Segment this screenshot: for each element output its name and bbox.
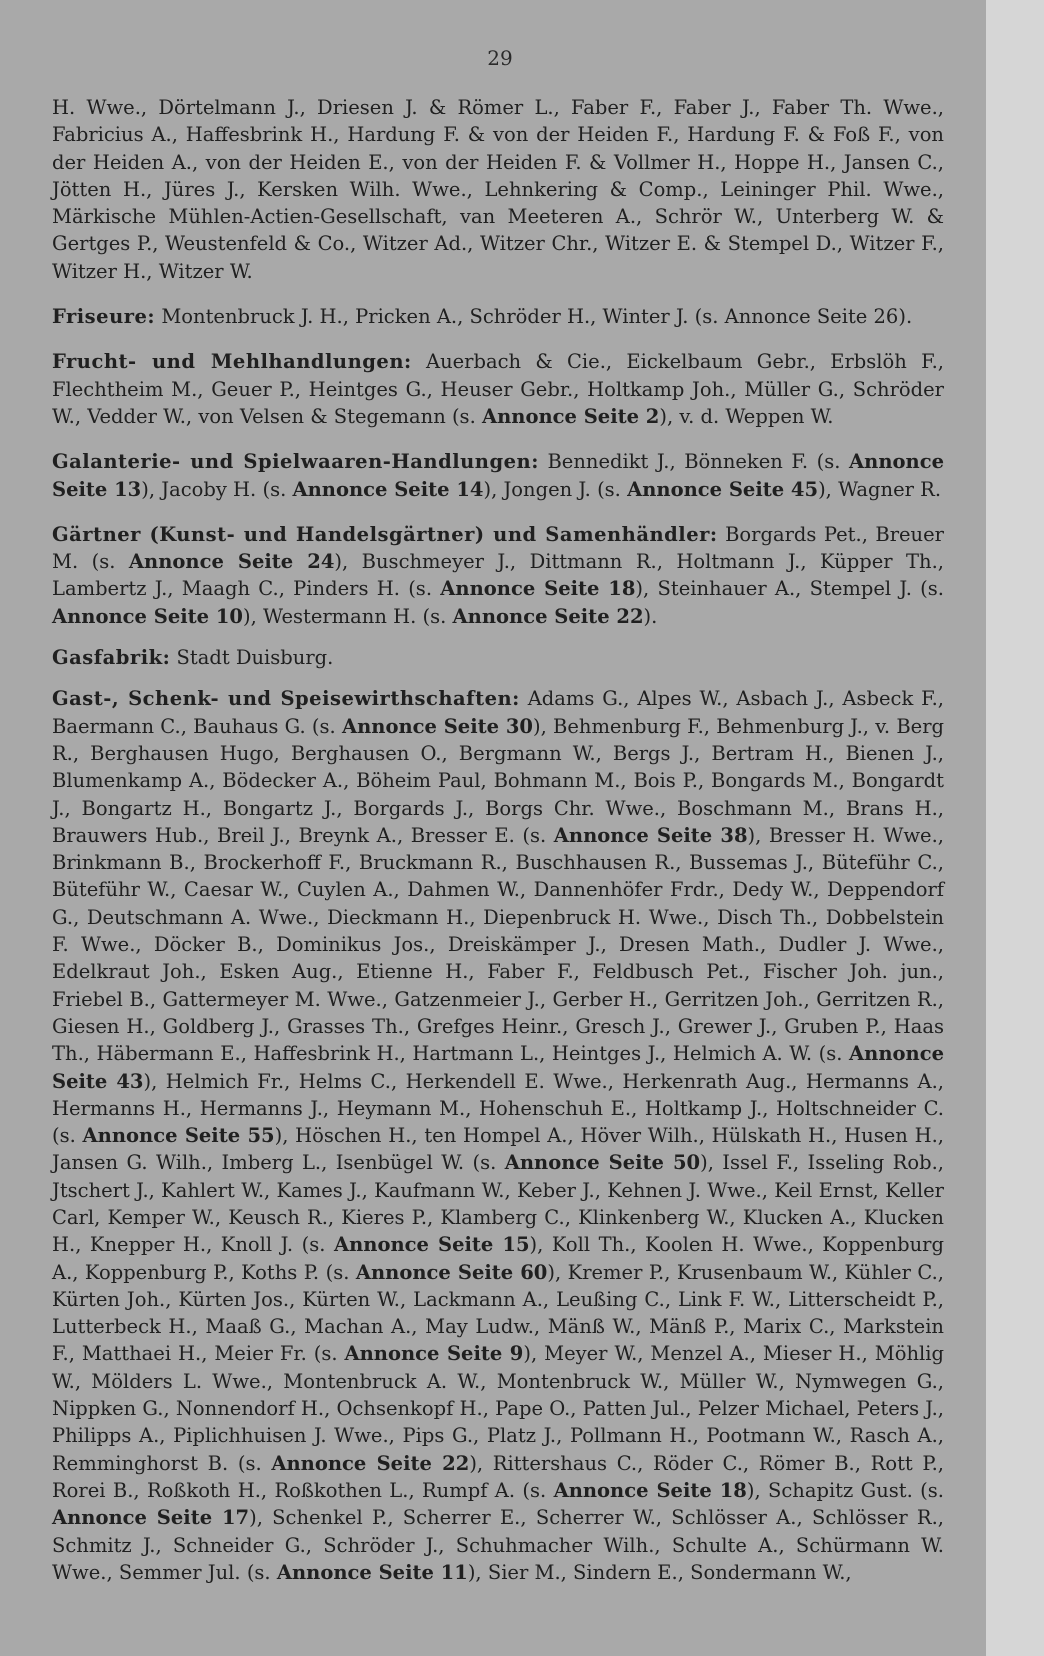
category-heading: Gärtner (Kunst- und Handelsgärtner) und Samenhändler: (52, 522, 718, 546)
section-friseure (52, 303, 944, 330)
text-run: ), Koll Th., Koolen H. Wwe., Koppenburg A., Koppenburg P., Koths P. (s. (52, 1233, 944, 1284)
text-run: ), Behmenburg F., Behmenburg J., v. Berg R., Berghausen Hugo, Berghausen O., Bergmann W., Bergs J., Bertram H., Bienen J., Blumenkamp A., Bödecker A., Böheim Paul, Bohmann M., Bois P., Bongards M., Bongardt J., Bongartz H., Bongartz J., Borgards J., Borgs Chr. Wwe., Boschmann M., Brans H., Brauwers Hub., Breil J., Breynk A., Bresser E. (s. (52, 714, 945, 847)
annonce-reference: Annonce Seite 15 (333, 1233, 530, 1257)
text-run: ), Schenkel P., Scherrer E., Scherrer W., Schlösser A., Schlösser R., Schmitz J., Schneider G., Schröder J., Schuhmacher Wilh., Schulte A., Schürmann W. Wwe., Semmer Jul. (s. (52, 1506, 944, 1584)
annonce-reference: Annonce Seite 9 (344, 1342, 524, 1366)
annonce-reference: Annonce Seite 38 (553, 823, 748, 847)
annonce-reference: Annonce Seite 55 (82, 1124, 275, 1148)
annonce-reference: Annonce Seite 10 (52, 604, 243, 628)
section-gaertner (52, 521, 944, 630)
text-run: ), Höschen H., ten Hompel A., Höver Wilh., Hülskath H., Husen H., Jansen G. Wilh., Imberg L., Isenbügel W. (s. (52, 1124, 944, 1175)
text-run: ), Jacoby H. (s. (141, 477, 293, 501)
category-heading: Gasfabrik: (52, 646, 171, 670)
annonce-reference: Annonce Seite 30 (341, 714, 533, 738)
annonce-reference: Annonce Seite 24 (128, 550, 335, 574)
text-run: ), Bresser H. Wwe., Brinkmann B., Brockerhoff F., Bruckmann R., Buschhausen R., Bussemas J., Büteführ C., Büteführ W., Caesar W., Cuylen A., Dahmen W., Dannenhöfer Frdr., Dedy W., Deppendorf G., Deutschmann A. Wwe., Dieckmann H., Diepenbruck H. Wwe., Disch Th., Dobbelstein F. Wwe., Döcker B., Dominikus Jos., Dreiskämper J., Dresen Math., Dudler J. Wwe., Edelkraut Joh., Esken Aug., Etienne H., Faber F., Feldbusch Pet., Fischer Joh. jun., Friebel B., Gattermeyer M. Wwe., Gatzenmeier J., Gerber H., Gerritzen Joh., Gerritzen R., Giesen H., Goldberg J., Grasses Th., Grefges Heinr., Gresch J., Grewer J., Gruben P., Haas Th., Häbermann E., Haffesbrink H., Hartmann L., Heintges J., Helmich A. W. (s. (52, 823, 944, 1066)
text-run: ), Kremer P., Krusenbaum W., Kühler C., Kürten Joh., Kürten Jos., Kürten W., Lackmann A., Leußing C., Link F. W., Litterscheidt P., Lutterbeck H., Maaß G., Machan A., May Ludw., Mänß W., Mänß P., Marix C., Markstein F., Matthaei H., Meier Fr. (s. (52, 1260, 944, 1366)
category-heading: Friseure: (52, 305, 156, 329)
annonce-reference: Annonce Seite 45 (627, 477, 819, 501)
page-number: 29 (487, 46, 513, 70)
annonce-reference: Annonce Seite 43 (52, 1042, 944, 1093)
annonce-reference: Annonce Seite 22 (271, 1451, 470, 1475)
text-run: ), Issel F., Isseling Rob., Jtschert J., Kahlert W., Kames J., Kaufmann W., Keber J., Kehnen J. Wwe., Keil Ernst, Keller Carl, Kemper W., Keusch R., Kieres P., Klamberg C., Klinkenberg W., Klucken A., Klucken H., Knepper H., Knoll J. (s. (52, 1151, 944, 1257)
section-continued-list (52, 94, 944, 285)
text-run: ). (643, 604, 658, 628)
text-run: ), Sier M., Sindern E., Sondermann W., (467, 1560, 852, 1584)
category-heading: Galanterie- und Spielwaaren-Handlungen: (52, 450, 539, 474)
category-heading: Frucht- und Mehlhandlungen: (52, 350, 412, 374)
text-run: ), Meyer W., Menzel A., Mieser H., Möhlig W., Mölders L. Wwe., Montenbruck A. W., Montenbruck W., Müller W., Nymwegen G., Nippken G., Nonnendorf H., Ochsenkopf H., Pape O., Patten Jul., Pelzer Michael, Peters J., Philipps A., Piplichhuisen J. Wwe., Pips G., Platz J., Pollmann H., Pootmann W., Rasch A., Remminghorst B. (s. (52, 1342, 944, 1475)
text-run: Borgards Pet., Breuer M. (s. (52, 522, 944, 574)
annonce-reference: Annonce Seite 11 (276, 1560, 468, 1584)
text-run: Bennedikt J., Bönneken F. (s. (538, 450, 850, 474)
text-run: ), v. d. Weppen W. (659, 404, 834, 428)
annonce-reference: Annonce Seite 18 (553, 1478, 747, 1502)
text-run: ), Wagner R. (818, 477, 942, 501)
annonce-reference: Annonce Seite 2 (481, 404, 660, 428)
annonce-reference: Annonce Seite 50 (504, 1151, 701, 1175)
text-run: Adams G., Alpes W., Asbach J., Asbeck F., Baermann C., Bauhaus G. (s. (52, 687, 944, 738)
annonce-reference: Annonce Seite 60 (355, 1260, 548, 1284)
text-run: ), Schapitz Gust. (s. (746, 1478, 944, 1502)
text-run: Montenbruck J. H., Pricken A., Schröder H., Winter J. (s. Annonce Seite 26). (155, 305, 913, 329)
text-run: ), Rittershaus C., Röder C., Römer B., Rott P., Rorei B., Roßkoth H., Roßkothen L., Rumpf A. (s. (52, 1451, 944, 1502)
annonce-reference: Annonce Seite 17 (52, 1506, 250, 1530)
text-run: ), Helmich Fr., Helms C., Herkendell E. Wwe., Herkenrath Aug., Hermanns A., Hermanns H., Hermanns J., Heymann M., Hohenschuh E., Holtkamp J., Holtschneider C. (s. (52, 1069, 944, 1148)
text-run: Auerbach & Cie., Eickelbaum Gebr., Erbslöh F., Flechtheim M., Geuer P., Heintges G., Heuser Gebr., Holtkamp Joh., Müller G., Schröder W., Vedder W., von Velsen & Stegemann (s. (52, 350, 944, 428)
text-run: Stadt Duisburg. (170, 646, 334, 670)
annonce-reference: Annonce Seite 14 (292, 477, 484, 501)
section-galanterie-spielwaaren (52, 448, 944, 503)
page-edge (986, 0, 1044, 1656)
text-run: ), Westermann H. (s. (242, 604, 453, 628)
annonce-reference: Annonce Seite 18 (440, 577, 636, 601)
section-gasfabrik (52, 644, 944, 671)
annonce-reference: Annonce Seite 13 (52, 450, 944, 501)
text-run: ), Steinhauer A., Stempel J. (s. (635, 577, 944, 601)
section-frucht-mehlhandlungen (52, 348, 944, 430)
text-run: ), Buschmeyer J., Dittmann R., Holtmann J., Küpper Th., Lambertz J., Maagh C., Pinders H. (s. (52, 550, 944, 601)
text-run: H. Wwe., Dörtelmann J., Driesen J. & Römer L., Faber F., Faber J., Faber Th. Wwe., Fabricius A., Haffesbrink H., Hardung F. & von der Heiden F., Hardung F. & Foß F., von der Heiden A., von der Heiden E., von der Heiden F. & Vollmer H., Hoppe H., Jansen C., Jötten H., Jüres J., Kersken Wilh. Wwe., Lehnkering & Comp., Leininger Phil. Wwe., Märkische Mühlen-Actien-Gesellschaft, van Meeteren A., Schrör W., Unterberg W. & Gertges P., Weustenfeld & Co., Witzer Ad., Witzer Chr., Witzer E. & Stempel D., Witzer F., Witzer H., Witzer W. (52, 96, 944, 283)
text-run: ), Jongen J. (s. (483, 477, 628, 501)
section-gastwirthschaften (52, 685, 944, 1586)
directory-text (52, 94, 944, 1586)
category-heading: Gast-, Schenk- und Speisewirthschaften: (52, 687, 520, 711)
annonce-reference: Annonce Seite 22 (452, 604, 644, 628)
